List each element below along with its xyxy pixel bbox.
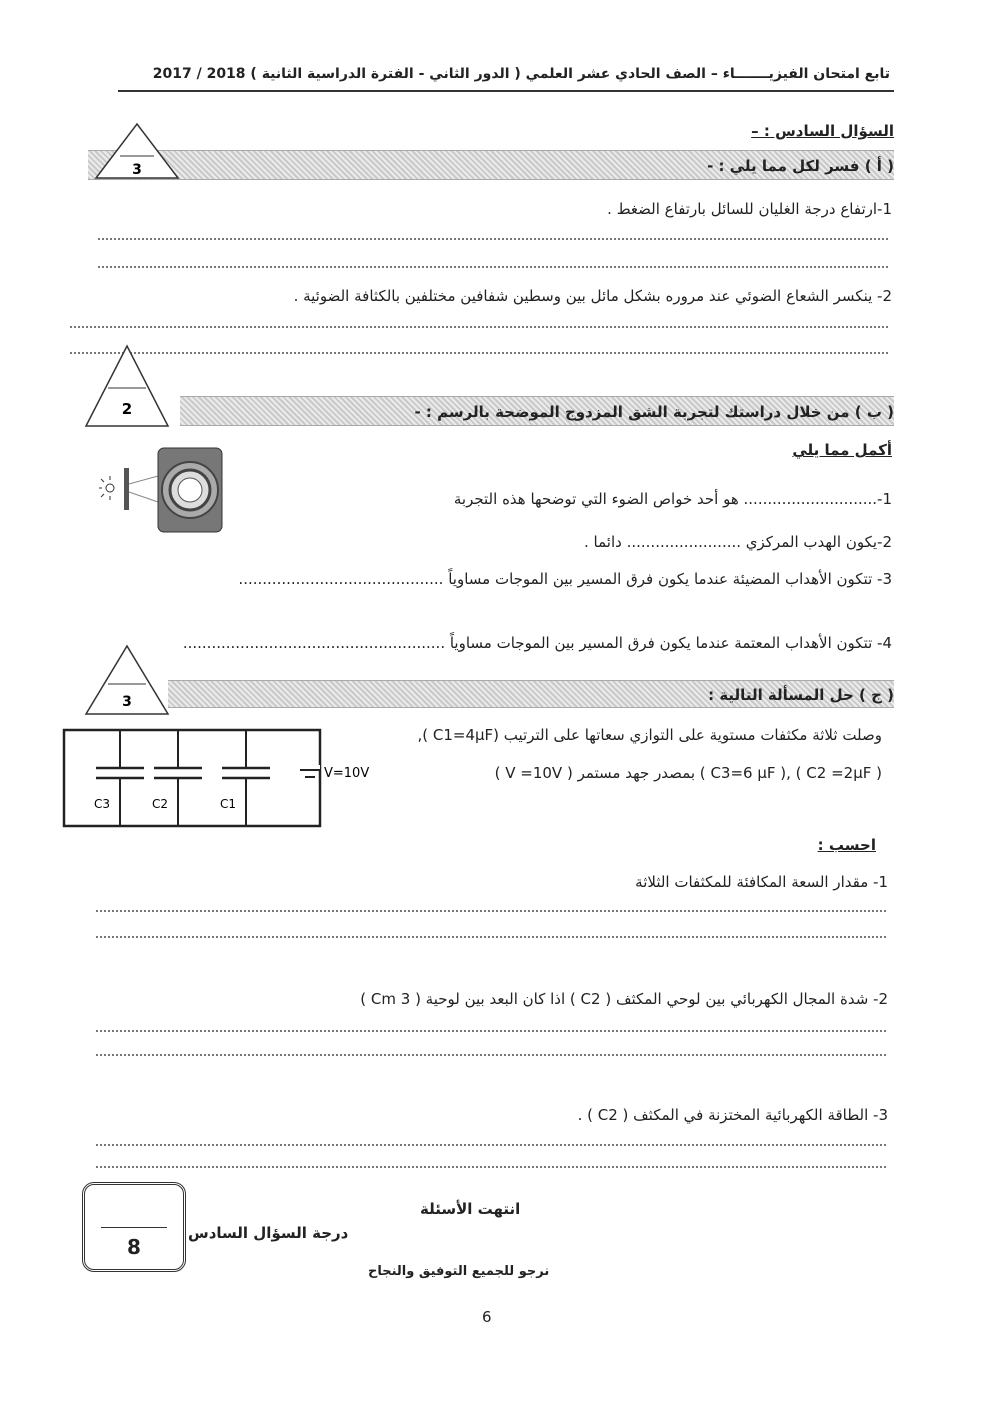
answer-line — [96, 1054, 886, 1056]
answer-line — [96, 1030, 886, 1032]
light-source-icon — [99, 476, 114, 500]
part-c-score: 3 — [122, 694, 132, 710]
answer-line — [98, 266, 888, 268]
slit-barrier — [124, 468, 129, 510]
part-a-heading: ( أ ) فسر لكل مما يلي : - — [707, 157, 894, 175]
capacitor-c2 — [154, 730, 202, 826]
part-c-item-1: 1- مقدار السعة المكافئة للمكثفات الثلاثة — [635, 873, 888, 891]
end-text: انتهت الأسئلة — [420, 1200, 521, 1218]
page-number: 6 — [482, 1308, 492, 1326]
exam-header: تابع امتحان الفيزيـــــــاء – الصف الحادي عشر العلمي ( الدور الثاني - الفترة الدراسية الثانية ) 2018 / 2017 — [152, 66, 890, 82]
part-b-item-4: 4- تتكون الأهداب المعتمة عندما يكون فرق المسير بين الموجات مساوياً ....................................................... — [182, 634, 892, 652]
header-divider — [118, 90, 894, 92]
grade-label: درجة السؤال السادس — [188, 1224, 349, 1242]
part-b-heading: ( ب ) من خلال دراستك لتجربة الشق المزدوج الموضحة بالرسم : - — [414, 403, 894, 421]
answer-line — [70, 326, 888, 328]
capacitor-circuit-diagram — [62, 722, 370, 834]
part-c-score-triangle — [84, 644, 170, 720]
battery-icon — [298, 768, 320, 777]
answer-line — [96, 936, 886, 938]
circuit-label-c2: C2 — [152, 797, 169, 811]
part-c-problem-line-1: وصلت ثلاثة مكثفات مستوية على التوازي سعاتها على الترتيب (C1=4μF ), — [417, 726, 882, 744]
total-score: 8 — [127, 1235, 141, 1259]
part-c-item-2: 2- شدة المجال الكهربائي بين لوحي المكثف ( C2 ) اذا كان البعد بين لوحية ( 3 Cm ) — [360, 990, 888, 1008]
circuit-voltage-label: V=10V — [324, 766, 370, 781]
part-b-item-2: 2-يكون الهدب المركزي ........................ دائما . — [584, 533, 892, 551]
answer-line — [96, 910, 886, 912]
part-a-item-2: 2- ينكسر الشعاع الضوئي عند مروره بشكل مائل بين وسطين شفافين مختلفين بالكثافة الضوئية . — [293, 287, 892, 305]
total-score-box — [82, 1182, 186, 1272]
capacitor-c1 — [222, 730, 270, 826]
wish-text: نرجو للجميع التوفيق والنجاح — [368, 1264, 550, 1279]
part-b-score: 2 — [121, 400, 133, 418]
part-b-item-1: 1-............................ هو أحد خواص الضوء التي توضحها هذه التجربة — [453, 490, 892, 508]
double-slit-diagram — [96, 446, 228, 540]
capacitor-c3 — [96, 730, 144, 826]
part-a-score: 3 — [132, 162, 142, 178]
answer-line — [70, 352, 888, 354]
answer-line — [96, 1144, 886, 1146]
question-title: السؤال السادس : – — [751, 122, 894, 140]
part-c-heading: ( ج ) حل المسألة التالية : — [708, 686, 894, 704]
calc-label: احسب : — [817, 836, 876, 854]
answer-line — [96, 1166, 886, 1168]
part-a-score-triangle — [94, 122, 180, 184]
part-a-item-1: 1-ارتفاع درجة الغليان للسائل بارتفاع الضغط . — [607, 200, 892, 218]
part-b-subheading: أكمل مما يلي — [792, 441, 892, 459]
part-b-score-triangle — [84, 344, 170, 432]
circuit-label-c3: C3 — [94, 797, 111, 811]
part-c-problem-line-2: ( C2 =2μF ) ,( C3=6 μF ) بمصدر جهد مستمر ( V =10V ) — [494, 764, 882, 782]
answer-line — [98, 238, 888, 240]
part-b-item-3: 3- تتكون الأهداب المضيئة عندما يكون فرق المسير بين الموجات مساوياً ........................................... — [238, 570, 892, 588]
part-c-item-3: 3- الطاقة الكهربائية المختزنة في المكثف ( C2 ) . — [577, 1106, 888, 1124]
circuit-label-c1: C1 — [220, 797, 237, 811]
